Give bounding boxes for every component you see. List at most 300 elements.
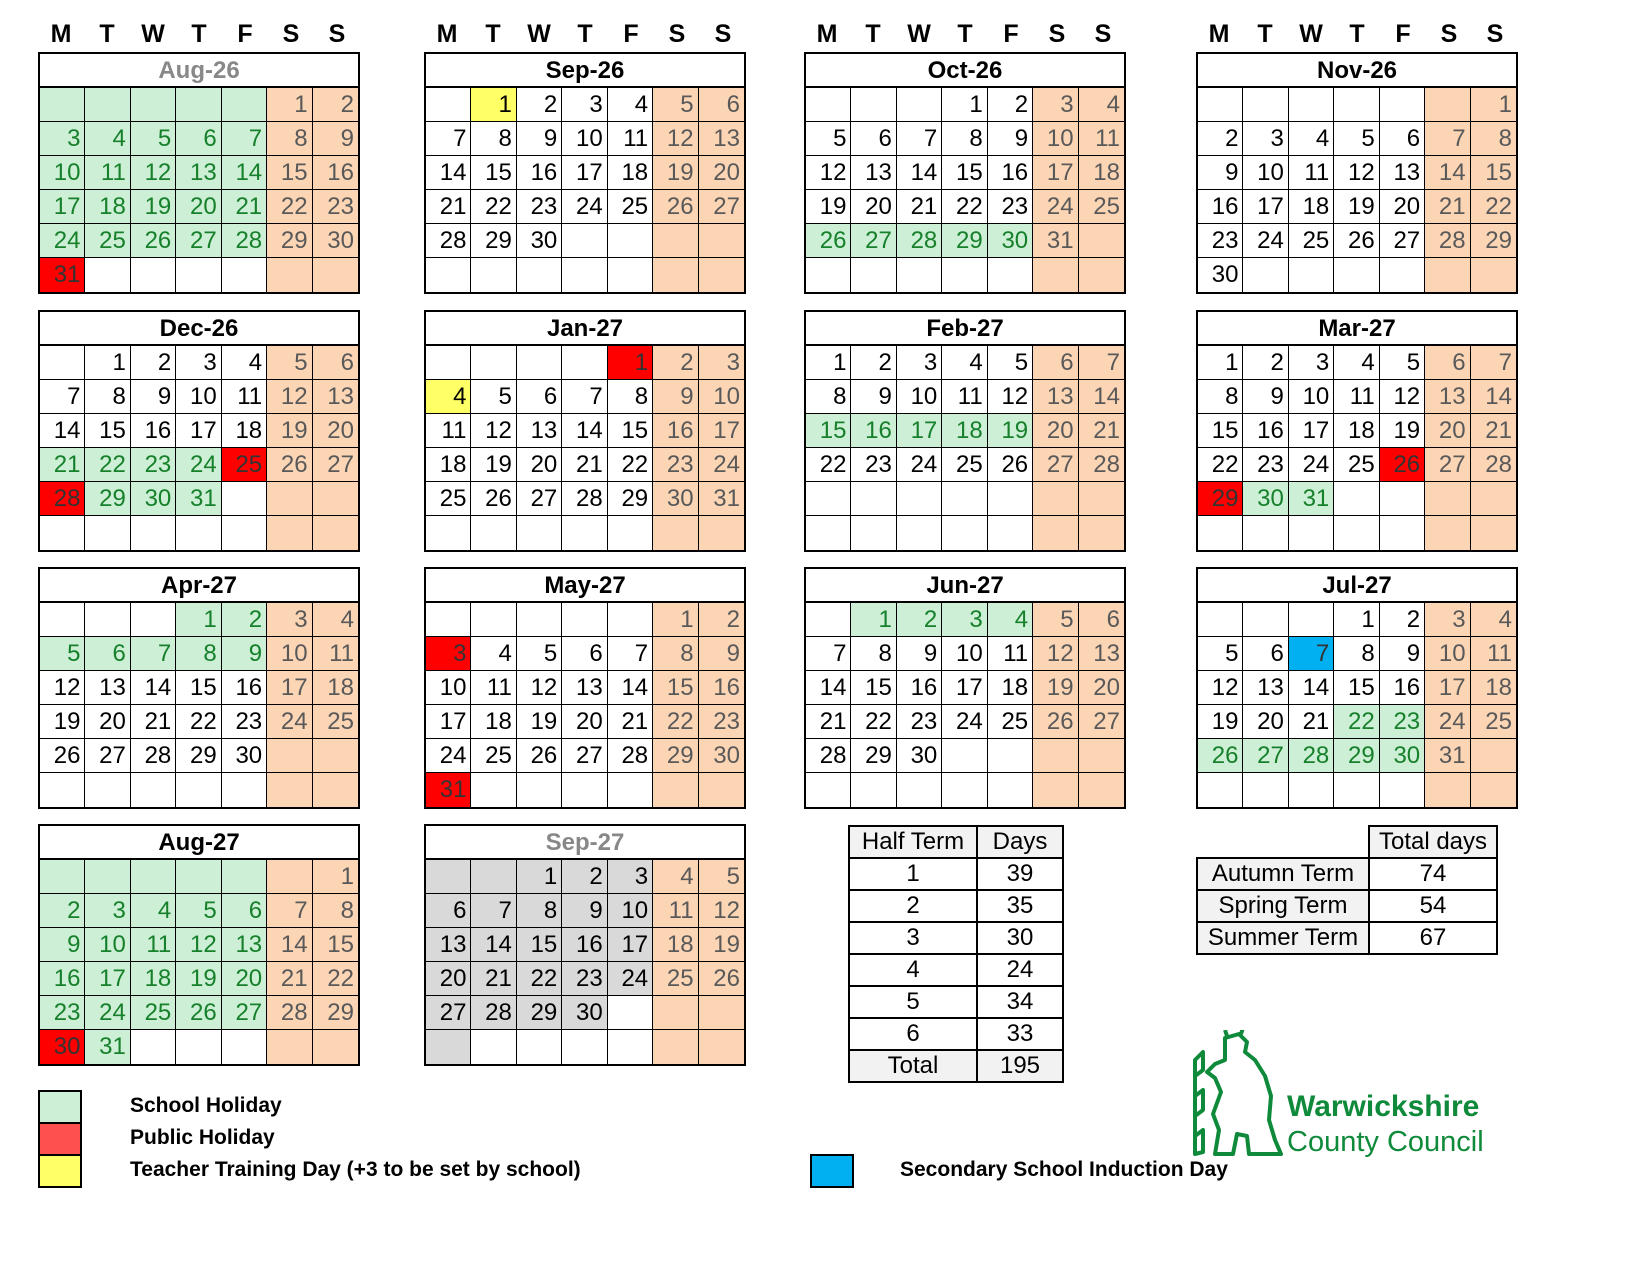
legend-school-holiday [38, 1090, 678, 1124]
day-cell: 29 [517, 996, 562, 1030]
weekday-label: M [816, 20, 838, 48]
day-cell: 20 [1425, 414, 1470, 448]
day-cell: 26 [806, 224, 851, 258]
day-cell: 21 [222, 190, 267, 224]
day-cell: 22 [653, 705, 698, 739]
day-cell: 17 [942, 671, 987, 705]
weekday-label: W [1299, 20, 1323, 48]
day-cell [517, 1030, 562, 1064]
day-cell [1198, 516, 1243, 550]
day-cell [806, 516, 851, 550]
day-cell: 26 [176, 996, 221, 1030]
day-cell: 10 [699, 380, 744, 414]
day-cell: 28 [897, 224, 942, 258]
month-grid [426, 603, 744, 807]
day-cell: 12 [1380, 380, 1425, 414]
day-cell: 20 [562, 705, 607, 739]
day-cell: 4 [942, 346, 987, 380]
day-cell [85, 603, 130, 637]
day-cell: 6 [851, 122, 896, 156]
day-cell: 25 [1289, 224, 1334, 258]
day-cell: 9 [562, 894, 607, 928]
day-cell: 18 [1289, 190, 1334, 224]
day-cell: 26 [267, 448, 312, 482]
half-term-cell: 6 [849, 1018, 977, 1050]
day-cell: 3 [897, 346, 942, 380]
day-cell: 14 [426, 156, 471, 190]
day-cell: 4 [1289, 122, 1334, 156]
day-cell: 29 [608, 482, 653, 516]
day-cell: 2 [851, 346, 896, 380]
day-cell: 11 [222, 380, 267, 414]
day-cell [988, 516, 1033, 550]
day-cell: 4 [988, 603, 1033, 637]
month-block [38, 310, 360, 552]
day-cell [1380, 88, 1425, 122]
day-cell: 28 [426, 224, 471, 258]
day-cell [806, 482, 851, 516]
day-cell [222, 482, 267, 516]
day-cell: 16 [699, 671, 744, 705]
day-cell: 30 [653, 482, 698, 516]
day-cell [426, 258, 471, 292]
day-cell: 24 [267, 705, 312, 739]
day-cell: 11 [313, 637, 358, 671]
day-cell: 5 [1033, 603, 1078, 637]
day-cell: 25 [1334, 448, 1379, 482]
day-cell: 10 [1289, 380, 1334, 414]
day-cell: 7 [222, 122, 267, 156]
day-cell: 22 [85, 448, 130, 482]
day-cell: 27 [517, 482, 562, 516]
day-cell: 10 [426, 671, 471, 705]
day-cell: 26 [1033, 705, 1078, 739]
day-cell: 24 [1243, 224, 1288, 258]
day-cell: 29 [471, 224, 516, 258]
half-term-cell: 5 [849, 986, 977, 1018]
day-cell: 19 [471, 448, 516, 482]
day-cell: 18 [1079, 156, 1124, 190]
day-cell: 23 [313, 190, 358, 224]
weekday-header-col-3 [804, 18, 1126, 50]
weekday-label: S [668, 20, 686, 48]
day-cell: 12 [1198, 671, 1243, 705]
day-cell [40, 516, 85, 550]
month-grid [1198, 346, 1516, 550]
weekday-label: M [436, 20, 458, 48]
day-cell: 15 [517, 928, 562, 962]
day-cell: 25 [131, 996, 176, 1030]
day-cell: 29 [942, 224, 987, 258]
day-cell: 16 [40, 962, 85, 996]
day-cell: 17 [608, 928, 653, 962]
term-days: 74 [1369, 858, 1497, 890]
day-cell [897, 88, 942, 122]
day-cell: 16 [653, 414, 698, 448]
month-block [424, 310, 746, 552]
day-cell: 28 [40, 482, 85, 516]
day-cell [897, 516, 942, 550]
day-cell [608, 603, 653, 637]
day-cell [1334, 773, 1379, 807]
day-cell: 8 [851, 637, 896, 671]
day-cell: 27 [426, 996, 471, 1030]
day-cell: 13 [313, 380, 358, 414]
legend-label: Public Holiday [130, 1126, 275, 1149]
day-cell [1243, 773, 1288, 807]
day-cell: 2 [1380, 603, 1425, 637]
day-cell [1471, 739, 1516, 773]
day-cell: 29 [1471, 224, 1516, 258]
day-cell [471, 603, 516, 637]
day-cell: 13 [426, 928, 471, 962]
day-cell: 7 [40, 380, 85, 414]
day-cell: 1 [1334, 603, 1379, 637]
day-cell: 3 [942, 603, 987, 637]
day-cell: 4 [1471, 603, 1516, 637]
weekday-label: W [141, 20, 165, 48]
day-cell: 5 [699, 860, 744, 894]
day-cell [471, 1030, 516, 1064]
weekday-label: S [1440, 20, 1458, 48]
day-cell: 12 [131, 156, 176, 190]
day-cell [131, 88, 176, 122]
day-cell: 1 [806, 346, 851, 380]
month-grid [806, 88, 1124, 292]
day-cell: 14 [608, 671, 653, 705]
day-cell: 4 [426, 380, 471, 414]
day-cell [608, 996, 653, 1030]
day-cell: 21 [806, 705, 851, 739]
month-grid [426, 346, 744, 550]
day-cell: 14 [471, 928, 516, 962]
day-cell: 13 [1380, 156, 1425, 190]
month-title: Sep-27 [426, 826, 744, 860]
day-cell: 31 [1425, 739, 1470, 773]
day-cell [131, 860, 176, 894]
day-cell: 8 [942, 122, 987, 156]
day-cell: 13 [1243, 671, 1288, 705]
day-cell: 10 [267, 637, 312, 671]
term-days: 54 [1369, 890, 1497, 922]
day-cell: 18 [222, 414, 267, 448]
day-cell: 1 [313, 860, 358, 894]
day-cell: 21 [426, 190, 471, 224]
day-cell: 30 [517, 224, 562, 258]
day-cell: 9 [222, 637, 267, 671]
day-cell: 21 [608, 705, 653, 739]
month-grid [1198, 88, 1516, 292]
day-cell: 20 [426, 962, 471, 996]
day-cell [313, 773, 358, 807]
day-cell [653, 516, 698, 550]
day-cell [471, 860, 516, 894]
day-cell: 24 [85, 996, 130, 1030]
day-cell: 8 [267, 122, 312, 156]
day-cell: 28 [608, 739, 653, 773]
day-cell: 21 [897, 190, 942, 224]
term-name: Summer Term [1197, 922, 1369, 954]
day-cell [1471, 516, 1516, 550]
day-cell: 17 [562, 156, 607, 190]
day-cell [851, 258, 896, 292]
day-cell: 11 [1334, 380, 1379, 414]
days-cell: 33 [977, 1018, 1063, 1050]
day-cell: 3 [1243, 122, 1288, 156]
day-cell: 25 [988, 705, 1033, 739]
day-cell: 22 [313, 962, 358, 996]
month-block [804, 52, 1126, 294]
day-cell: 17 [176, 414, 221, 448]
day-cell [1079, 258, 1124, 292]
day-cell: 9 [313, 122, 358, 156]
day-cell [1198, 88, 1243, 122]
day-cell: 20 [313, 414, 358, 448]
day-cell [176, 773, 221, 807]
day-cell [1471, 258, 1516, 292]
month-grid [426, 860, 744, 1064]
day-cell [608, 258, 653, 292]
day-cell: 2 [897, 603, 942, 637]
day-cell [851, 88, 896, 122]
day-cell: 5 [176, 894, 221, 928]
month-title: Dec-26 [40, 312, 358, 346]
day-cell: 5 [806, 122, 851, 156]
day-cell: 30 [699, 739, 744, 773]
day-cell [1425, 773, 1470, 807]
day-cell: 23 [699, 705, 744, 739]
day-cell: 18 [313, 671, 358, 705]
day-cell [653, 224, 698, 258]
day-cell [1198, 773, 1243, 807]
day-cell: 12 [988, 380, 1033, 414]
day-cell: 12 [699, 894, 744, 928]
day-cell [1289, 603, 1334, 637]
day-cell [267, 258, 312, 292]
day-cell: 5 [267, 346, 312, 380]
day-cell: 14 [40, 414, 85, 448]
day-cell: 15 [313, 928, 358, 962]
day-cell: 10 [176, 380, 221, 414]
day-cell: 27 [562, 739, 607, 773]
day-cell [988, 739, 1033, 773]
day-cell: 24 [608, 962, 653, 996]
month-block [424, 824, 746, 1066]
day-cell: 21 [1079, 414, 1124, 448]
day-cell: 21 [1425, 190, 1470, 224]
legend-label: Teacher Training Day (+3 to be set by school) [130, 1158, 581, 1181]
day-cell: 14 [562, 414, 607, 448]
day-cell [1033, 773, 1078, 807]
day-cell [806, 773, 851, 807]
day-cell: 4 [1334, 346, 1379, 380]
day-cell [562, 773, 607, 807]
day-cell: 28 [267, 996, 312, 1030]
day-cell: 12 [471, 414, 516, 448]
day-cell [1471, 482, 1516, 516]
day-cell: 30 [562, 996, 607, 1030]
weekday-label: M [50, 20, 72, 48]
weekday-label: S [1094, 20, 1112, 48]
day-cell [1380, 773, 1425, 807]
day-cell: 6 [1033, 346, 1078, 380]
day-cell: 11 [471, 671, 516, 705]
day-cell: 27 [1033, 448, 1078, 482]
day-cell [131, 516, 176, 550]
day-cell: 23 [851, 448, 896, 482]
day-cell [653, 258, 698, 292]
day-cell: 13 [222, 928, 267, 962]
day-cell [40, 88, 85, 122]
day-cell: 22 [851, 705, 896, 739]
day-cell: 20 [1033, 414, 1078, 448]
day-cell: 17 [1425, 671, 1470, 705]
day-cell: 27 [1079, 705, 1124, 739]
day-cell: 16 [131, 414, 176, 448]
day-cell: 16 [1243, 414, 1288, 448]
day-cell [1033, 739, 1078, 773]
day-cell: 27 [85, 739, 130, 773]
day-cell: 13 [517, 414, 562, 448]
day-cell [897, 482, 942, 516]
day-cell [851, 773, 896, 807]
day-cell [897, 773, 942, 807]
day-cell: 26 [517, 739, 562, 773]
day-cell [40, 773, 85, 807]
day-cell [1380, 516, 1425, 550]
day-cell: 1 [608, 346, 653, 380]
day-cell [85, 773, 130, 807]
day-cell: 19 [1380, 414, 1425, 448]
day-cell [1334, 482, 1379, 516]
day-cell: 30 [1198, 258, 1243, 292]
day-cell: 25 [222, 448, 267, 482]
day-cell: 14 [1289, 671, 1334, 705]
day-cell [1334, 88, 1379, 122]
day-cell: 31 [40, 258, 85, 292]
day-cell: 15 [806, 414, 851, 448]
day-cell: 3 [699, 346, 744, 380]
day-cell: 23 [653, 448, 698, 482]
day-cell: 18 [608, 156, 653, 190]
day-cell: 7 [131, 637, 176, 671]
day-cell [1289, 773, 1334, 807]
day-cell: 18 [131, 962, 176, 996]
day-cell: 17 [699, 414, 744, 448]
day-cell: 24 [562, 190, 607, 224]
day-cell: 29 [653, 739, 698, 773]
teacher-training-swatch [38, 1154, 82, 1188]
day-cell: 26 [699, 962, 744, 996]
days-cell: 39 [977, 858, 1063, 890]
month-grid [40, 860, 358, 1064]
weekday-label: T [485, 20, 501, 48]
day-cell: 22 [806, 448, 851, 482]
day-cell: 2 [40, 894, 85, 928]
day-cell: 17 [1033, 156, 1078, 190]
day-cell: 22 [942, 190, 987, 224]
day-cell: 20 [222, 962, 267, 996]
month-title: Feb-27 [806, 312, 1124, 346]
day-cell: 22 [471, 190, 516, 224]
day-cell: 4 [608, 88, 653, 122]
month-title: Jul-27 [1198, 569, 1516, 603]
day-cell [40, 860, 85, 894]
day-cell [85, 88, 130, 122]
day-cell: 12 [1033, 637, 1078, 671]
day-cell: 23 [40, 996, 85, 1030]
day-cell: 2 [517, 88, 562, 122]
days-header: Days [977, 826, 1063, 858]
induction-swatch [810, 1154, 854, 1188]
day-cell: 9 [40, 928, 85, 962]
month-block [1196, 52, 1518, 294]
term-name: Spring Term [1197, 890, 1369, 922]
day-cell: 9 [1243, 380, 1288, 414]
month-title: Apr-27 [40, 569, 358, 603]
day-cell: 1 [942, 88, 987, 122]
day-cell: 7 [608, 637, 653, 671]
month-grid [40, 603, 358, 807]
day-cell: 26 [1380, 448, 1425, 482]
month-block [804, 310, 1126, 552]
day-cell [176, 516, 221, 550]
day-cell: 20 [517, 448, 562, 482]
day-cell [222, 258, 267, 292]
day-cell [267, 482, 312, 516]
day-cell [517, 346, 562, 380]
half-term-table [848, 825, 1064, 1083]
day-cell [1425, 516, 1470, 550]
blank-corner [1197, 826, 1369, 858]
day-cell: 10 [1425, 637, 1470, 671]
day-cell: 10 [1243, 156, 1288, 190]
day-cell: 26 [988, 448, 1033, 482]
day-cell: 8 [176, 637, 221, 671]
day-cell [1380, 482, 1425, 516]
day-cell [1033, 482, 1078, 516]
day-cell: 15 [851, 671, 896, 705]
day-cell: 9 [1198, 156, 1243, 190]
day-cell: 12 [267, 380, 312, 414]
day-cell [426, 516, 471, 550]
day-cell: 17 [267, 671, 312, 705]
day-cell: 3 [608, 860, 653, 894]
day-cell: 6 [176, 122, 221, 156]
weekday-label: S [714, 20, 732, 48]
day-cell [1289, 88, 1334, 122]
day-cell: 28 [806, 739, 851, 773]
day-cell [1380, 258, 1425, 292]
day-cell: 19 [131, 190, 176, 224]
day-cell: 6 [1425, 346, 1470, 380]
day-cell: 18 [85, 190, 130, 224]
day-cell: 1 [176, 603, 221, 637]
day-cell [1079, 482, 1124, 516]
day-cell: 7 [562, 380, 607, 414]
day-cell: 24 [426, 739, 471, 773]
day-cell [562, 346, 607, 380]
day-cell: 24 [40, 224, 85, 258]
day-cell: 28 [1425, 224, 1470, 258]
day-cell: 27 [176, 224, 221, 258]
day-cell: 2 [562, 860, 607, 894]
day-cell [131, 258, 176, 292]
day-cell: 8 [806, 380, 851, 414]
days-cell: 35 [977, 890, 1063, 922]
day-cell: 23 [1198, 224, 1243, 258]
day-cell: 27 [851, 224, 896, 258]
